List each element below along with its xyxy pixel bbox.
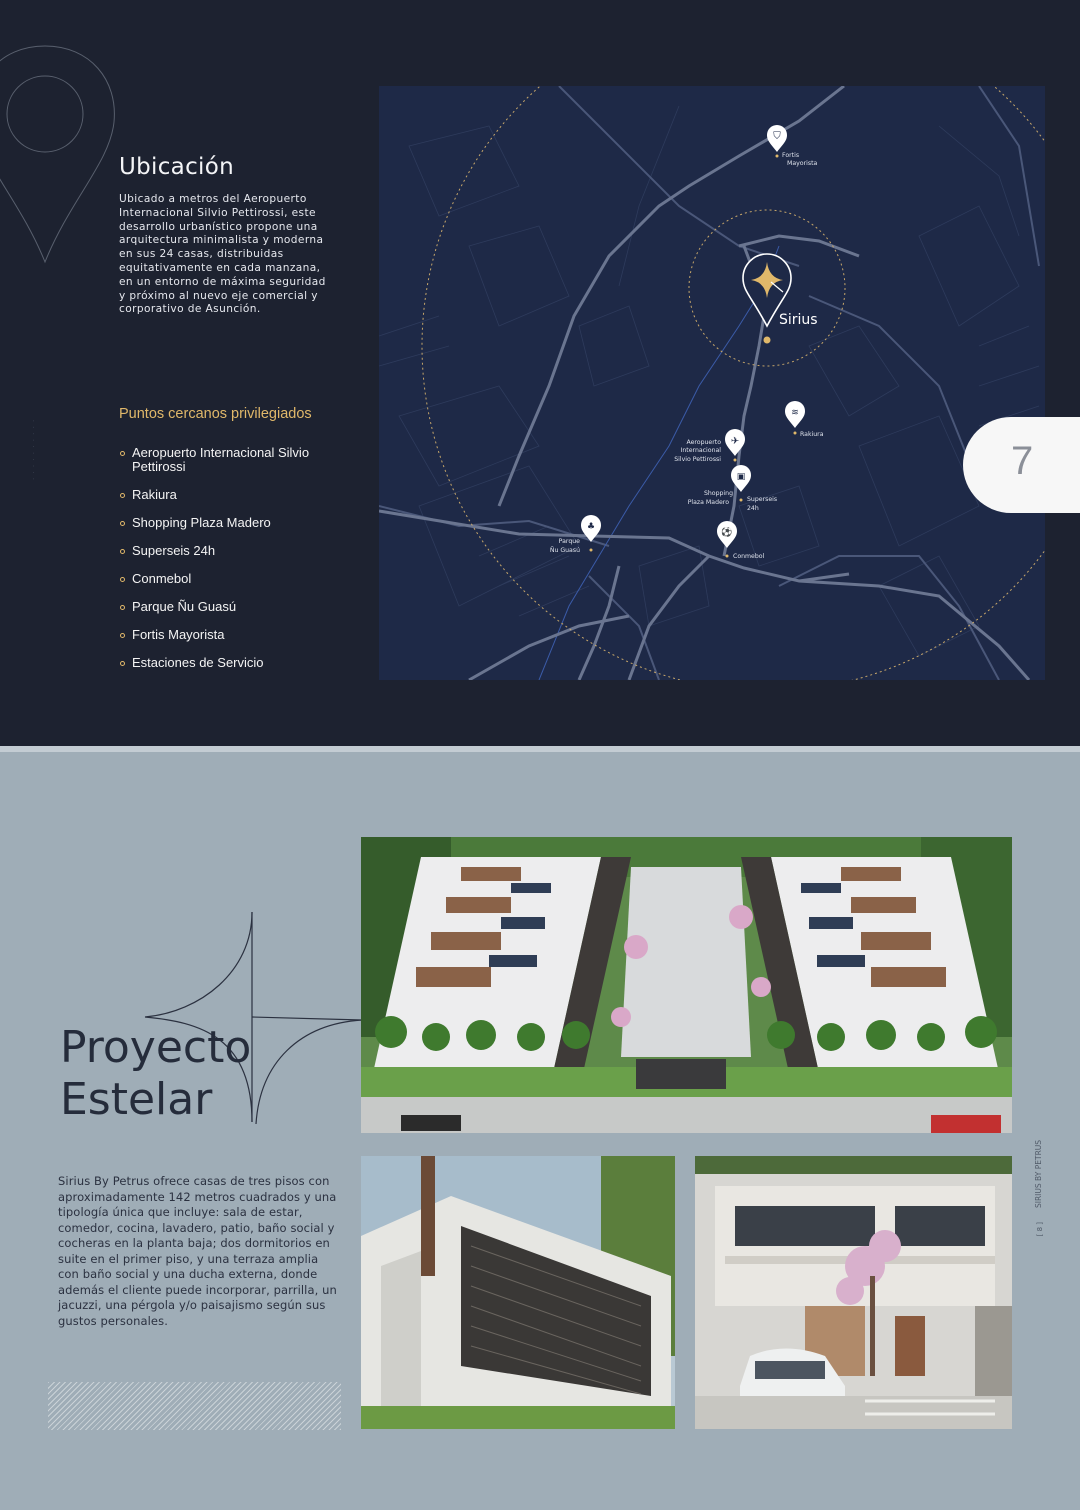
side-render-photo: [361, 1156, 675, 1429]
list-item: Fortis Mayorista: [119, 628, 329, 642]
sirius-pin[interactable]: [743, 254, 818, 328]
poi-shopping-pin[interactable]: [688, 465, 777, 512]
list-item: Aeropuerto Internacional Silvio Pettirossi: [119, 446, 329, 474]
sirius-label: Sirius: [779, 312, 818, 328]
list-item: Parque Ñu Guasú: [119, 600, 329, 614]
side-page-number: [ 8 ]: [1036, 1222, 1044, 1237]
project-title: Proyecto Estelar: [60, 1022, 252, 1125]
hatched-decoration: [48, 1382, 341, 1430]
sirius-location-dot: [764, 337, 771, 344]
location-pin-outline-icon: [0, 40, 130, 280]
airplane-icon: ✈: [730, 436, 740, 447]
poi-rakiura-pin[interactable]: [785, 401, 824, 438]
intro-paragraph: Ubicado a metros del Aeropuerto Internacional Silvio Pettirossi, este desarrollo urbanístico propone una arquitectura minimalista y moderna en sus 24 casas, distribuidas equitativamente en cada manzana, en un entorno de máxima seguridad y próximo al nuevo eje comercial y corporativo de Asunción.: [119, 193, 326, 316]
bullet-icon: [120, 605, 125, 610]
poi-airport-pin[interactable]: [674, 429, 745, 463]
vertical-side-label: · · · · · · · · · ·: [30, 418, 38, 480]
bullet-icon: [120, 521, 125, 526]
main-roads: [379, 86, 1029, 680]
list-item: Conmebol: [119, 572, 329, 586]
poi-shopping-label-2: Plaza Madero: [687, 499, 729, 506]
tree-icon: ♣: [586, 522, 596, 532]
project-page: [0, 752, 1080, 1510]
list-item: Shopping Plaza Madero: [119, 516, 329, 530]
poi-fortis-pin[interactable]: [767, 125, 817, 167]
cart-icon: ⛉: [773, 131, 781, 142]
poi-superseis-label-2: 24h: [747, 505, 759, 512]
poi-airport-label-1: Aeropuerto: [686, 439, 721, 446]
side-brand-label: SIRIUS BY PETRUS: [1034, 1139, 1043, 1208]
bullet-icon: [120, 451, 125, 456]
front-render-photo: [695, 1156, 1012, 1429]
swimmer-icon: ≋: [791, 408, 799, 418]
page-number-tab: [963, 417, 1080, 513]
bullet-icon: [120, 661, 125, 666]
range-circle-outer: [422, 86, 1045, 680]
bullet-icon: [120, 633, 125, 638]
poi-airport-label-2: Internacional: [680, 447, 721, 454]
poi-parque-label-2: Ñu Guasú: [549, 547, 580, 554]
street-grid: [379, 106, 1039, 656]
poi-conmebol-label: Conmebol: [733, 553, 765, 560]
list-item: Superseis 24h: [119, 544, 329, 558]
poi-superseis-label-1: Superseis: [747, 496, 778, 503]
list-item: Rakiura: [119, 488, 329, 502]
page-title: Ubicación: [119, 154, 234, 180]
soccer-icon: ⚽: [721, 528, 733, 538]
location-map[interactable]: [379, 86, 1045, 680]
nearby-places-list: [119, 446, 329, 684]
poi-airport-label-3: Silvio Pettirossi: [674, 456, 721, 463]
bullet-icon: [120, 549, 125, 554]
page-number: 7: [1011, 439, 1034, 483]
nearby-points-heading: Puntos cercanos privilegiados: [119, 406, 312, 422]
poi-parque-label-1: Parque: [558, 538, 580, 545]
bullet-icon: [120, 577, 125, 582]
bullet-icon: [120, 493, 125, 498]
location-page: [0, 0, 1080, 746]
list-item: Estaciones de Servicio: [119, 656, 329, 670]
poi-rakiura-label: Rakiura: [800, 431, 824, 438]
poi-shopping-label-1: Shopping: [703, 490, 733, 497]
project-description: Sirius By Petrus ofrece casas de tres pisos con aproximadamente 142 metros cuadrados y una tipología única que incluye: sala de estar, comedor, cocina, lavadero, patio, baño social y cocheras en la planta baja; dos dormitorios en suite en el primer piso, y una terraza amplia con baño social y una ducha externa, donde además el cliente puede incorporar, parrilla, un jacuzzi, una pérgola y/o paisajismo según sus gustos personales.: [58, 1174, 337, 1328]
shopping-bag-icon: ▣: [736, 472, 746, 482]
aerial-render-photo: [361, 837, 1012, 1133]
poi-fortis-label-2: Mayorista: [787, 160, 818, 167]
poi-fortis-label-1: Fortis: [782, 152, 800, 159]
